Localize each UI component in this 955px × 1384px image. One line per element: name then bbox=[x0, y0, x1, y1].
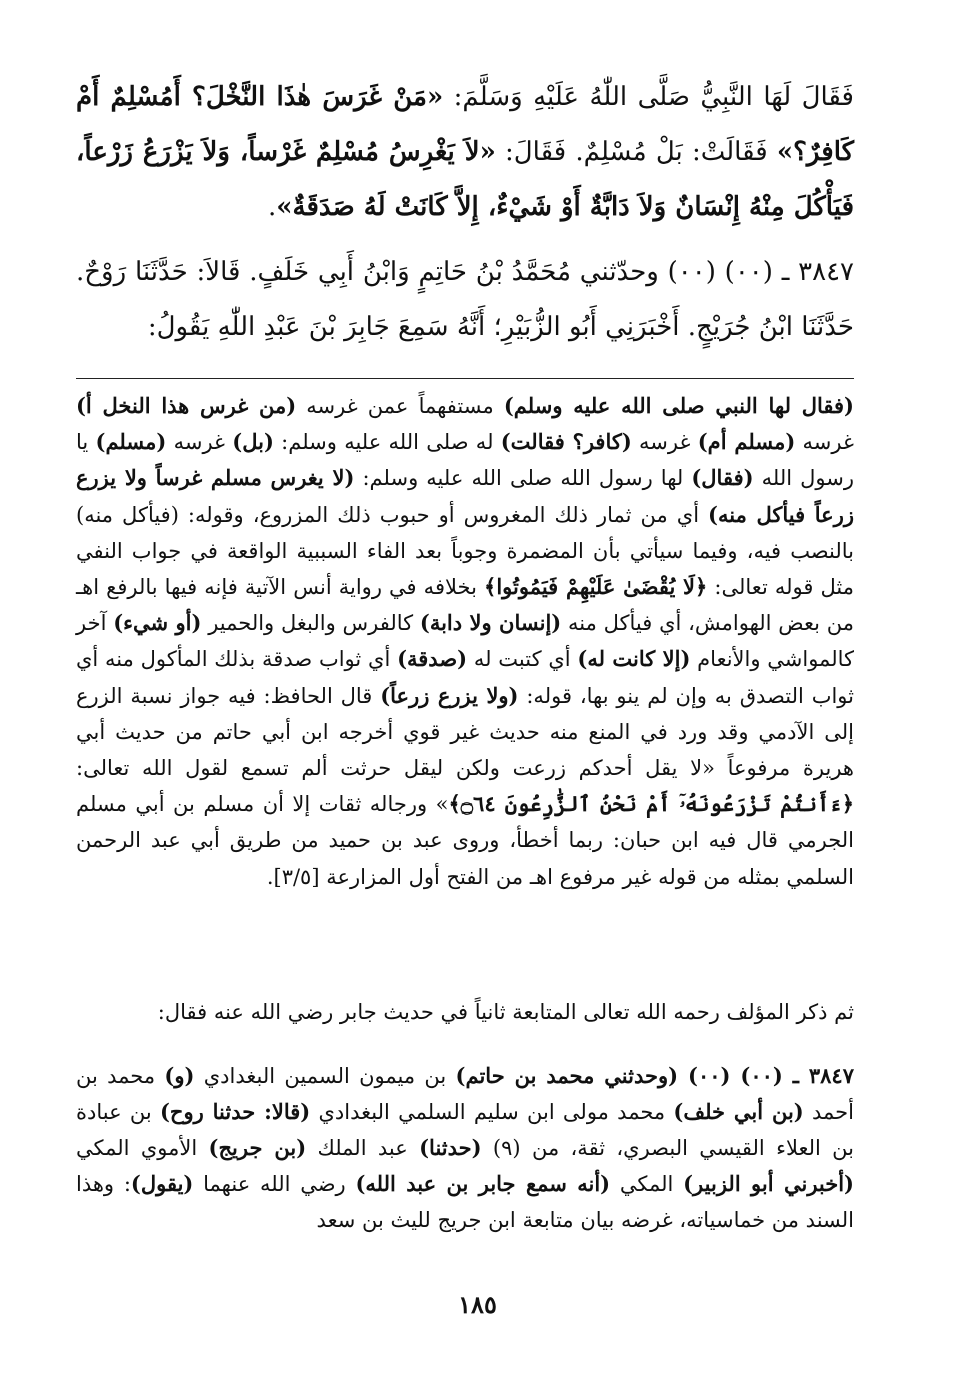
isnad-text: محمد مولى ابن سليم السلمي البغدادي bbox=[310, 1100, 674, 1124]
isnad-quote: ٣٨٤٧ ـ (٠٠) (٠٠) (وحدثني محمد بن حاتم) bbox=[455, 1063, 854, 1088]
quran-verse: ﴿لَا يُقْضَىٰ عَلَيْهِمْ فَيَمُوتُوا﴾ bbox=[484, 574, 708, 600]
commentary-quote: (صدقة) bbox=[397, 646, 468, 672]
commentary-quote: (ولا يزرع زرعاً) bbox=[380, 682, 519, 708]
commentary-quote: (لا يغرس مسلم غرساً ولا يزرع زرعاً فيأكل منه) bbox=[76, 465, 854, 527]
isnad-quote: (أخبرني أبو الزبير) bbox=[683, 1171, 854, 1196]
hadith-text-block bbox=[76, 70, 854, 365]
commentary-text: مستفهماً عمن غرسه bbox=[296, 394, 504, 418]
commentary-text: له صلى الله عليه وسلم: bbox=[273, 430, 501, 455]
isnad-quote: (و) bbox=[164, 1063, 195, 1088]
hadith-prophet-question: «مَنْ غَرَسَ هٰذَا النَّخْلَ؟ أَمُسْلِمٌ أَمْ كَافِرٌ؟» bbox=[76, 82, 854, 167]
commentary-text: بخلافه في رواية أنس الآتية فإنه فيها بالرفع اهـ من بعض الهوامش، أي فيأكل منه bbox=[76, 575, 854, 636]
page-number: ١٨٥ bbox=[458, 1290, 497, 1319]
isnad-text: عبد الملك bbox=[306, 1136, 420, 1160]
commentary-quote: (أو شيء) bbox=[113, 610, 202, 636]
isnad-text: بن ميمون السمين البغدادي bbox=[194, 1064, 456, 1088]
commentary-quote: (إنسان ولا دابة) bbox=[419, 610, 562, 636]
isnad-text: الأموي المكي bbox=[76, 1136, 209, 1160]
hadith-prophet-saying: «لاَ يَغْرِسُ مُسْلِمٌ غَرْساً، وَلاَ يَزْرَعُ زَرْعاً، فَيَأْكُلَ مِنْهُ إِنْسَانٌ وَلاَ دَابَّةٌ أَوْ شَيْءٌ، إِلاَّ كَانَتْ لَهُ صَدَقَةٌ» bbox=[76, 137, 854, 222]
hadith-narration: فَقَالَ لَهَا النَّبِيُّ صَلَّى اللّٰهُ عَلَيْهِ وَسَلَّمَ: bbox=[443, 82, 854, 112]
commentary-text: غرسه bbox=[795, 430, 854, 455]
commentary-paragraph bbox=[76, 388, 854, 895]
hadith-paragraph-2: ٣٨٤٧ ـ (٠٠) (٠٠) وحدّثني مُحَمَّدُ بْنُ حَاتِمٍ وَابْنُ أَبِي خَلَفٍ. قَالاَ: حَدَّثَنَا رَوْحٌ. حَدَّثَنَا ابْنُ جُرَيْجٍ. أَخْبَرَنِي أَبُو الزُّبَيْرِ؛ أَنَّهُ سَمِعَ جَابِرَ بْنَ عَبْدِ اللّٰهِ يَقُولُ: bbox=[76, 257, 854, 342]
isnad-text: المكي bbox=[610, 1172, 684, 1196]
commentary-quote: (بل) bbox=[232, 429, 274, 455]
commentary-text: لها رسول الله صلى الله عليه وسلم: bbox=[354, 466, 692, 491]
isnad-paragraph bbox=[76, 1058, 854, 1238]
hadith-paragraph-1 bbox=[76, 70, 854, 235]
commentary-text: » ورجاله ثقات إلا أن مسلم بن أبي مسلم الجرمي قال فيه ابن حبان: ربما أخطأ، وروى عبد بن حميد من طريق أبي عبد الرحمن السلمي بمثله من قوله غير مرفوع اهـ من الفتح أول المزارعة [٣/٥]. bbox=[76, 792, 854, 889]
commentary-text: أي كتبت له bbox=[467, 647, 578, 672]
commentary-quote: (مسلم) bbox=[95, 429, 167, 455]
footnote-divider bbox=[76, 378, 854, 379]
isnad-text: بن عبادة بن العلاء القيسي البصري، ثقة، من (٩) bbox=[76, 1100, 855, 1160]
isnad-quote: (أنه سمع جابر بن عبد الله) bbox=[355, 1171, 611, 1196]
hadith-isnad bbox=[76, 245, 854, 355]
transition-note: ثم ذكر المؤلف رحمه الله تعالى المتابعة ثانياً في حديث جابر رضي الله عنه فقال: bbox=[157, 1000, 854, 1024]
commentary-text: قال الحافظ: فيه جواز نسبة الزرع إلى الآدمي وقد ورد في المنع منه حديث غير قوي أخرجه ابن أبي حاتم من حديث أبي هريرة مرفوعاً «لا يقل أحدكم زرعت ولكن ليقل حرثت ألم تسمع لقول الله تعالى: bbox=[76, 683, 854, 781]
isnad-text: : وهذا السند من خماسياته، غرضه بيان متابعة ابن جريج لليث بن سعد bbox=[76, 1172, 854, 1232]
isnad-quote: (بن جريج) bbox=[208, 1135, 307, 1160]
commentary-text: كالفرس والبغل والحمير bbox=[201, 611, 420, 636]
commentary-text: أي ثواب صدقة بذلك المأكول منه أي ثواب التصدق به وإن لم ينو بها، قوله: bbox=[76, 647, 854, 708]
commentary-quote: (من غرس هذا النخل أ) bbox=[76, 393, 297, 418]
hadith-reply: فَقَالَتْ: بَلْ مُسْلِمٌ. فَقَالَ: bbox=[495, 137, 768, 167]
commentary-quote: (كافر؟ فقالت) bbox=[500, 429, 632, 455]
commentary-block bbox=[76, 388, 854, 895]
hadith-main bbox=[76, 70, 854, 235]
isnad-text: رضي الله عنهما bbox=[193, 1172, 356, 1196]
hadith-end-dot: . bbox=[268, 192, 277, 222]
commentary-text: غرسه bbox=[166, 430, 233, 455]
commentary-text: آخر كالمواشي والأنعام bbox=[76, 611, 854, 672]
commentary-text: غرسه bbox=[631, 430, 698, 455]
commentary-quote: (مسلم أم) bbox=[697, 429, 796, 455]
isnad-quote: (بن أبي خلف) bbox=[673, 1099, 804, 1124]
quran-verse: ﴿ءَأَنتُمْ تَزْرَعُونَهُۥٓ أَمْ نَحْنُ ٱلزَّٰرِعُونَ ۝٦٤﴾ bbox=[448, 791, 854, 817]
isnad-quote: (يقول) bbox=[130, 1171, 194, 1196]
commentary-quote: (فقال لها النبي صلى الله عليه وسلم) bbox=[503, 393, 854, 418]
commentary-quote: (إلا كانت له) bbox=[577, 646, 691, 672]
isnad-quote: (قالا: حدثنا روح) bbox=[159, 1099, 311, 1124]
commentary-text: أي من ثمار ذلك المغروس أو حبوب ذلك المزروع، وقوله: (فيأكل منه) بالنصب فيه، وفيما سيأتي بأن المضمرة وجوباً بعد الفاء السببية الواقعة في جواب النفي مثل قوله تعالى: bbox=[76, 502, 854, 600]
commentary-quote: (فقال) bbox=[691, 465, 754, 491]
isnad-quote: (حدثنا) bbox=[419, 1135, 482, 1160]
isnad-commentary-block bbox=[76, 1058, 854, 1238]
isnad-text: محمد بن أحمد bbox=[76, 1064, 854, 1124]
commentary-text: يا رسول الله bbox=[76, 430, 855, 491]
